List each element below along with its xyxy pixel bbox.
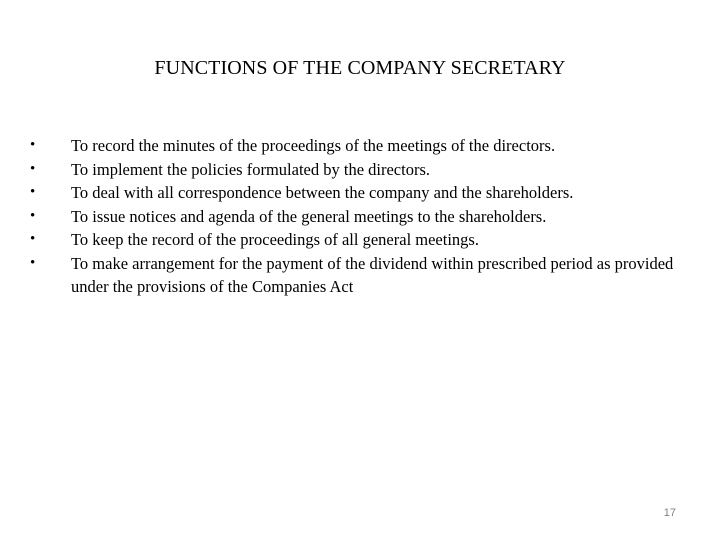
bullet-item (30, 158, 700, 182)
bullet-text: To make arrangement for the payment of the dividend within prescribed period as provided under the provisions of the Companies Act (71, 253, 674, 296)
bullet-text: To keep the record of the proceedings of all general meetings. (71, 230, 479, 249)
bullet-item (30, 134, 700, 158)
bullet-icon: • (30, 184, 36, 200)
bullet-icon: • (30, 137, 36, 153)
bullet-icon: • (30, 160, 36, 177)
bullet-item (30, 205, 700, 229)
bullet-text: To implement the policies formulated by the directors. (71, 159, 430, 179)
slide-title: FUNCTIONS OF THE COMPANY SECRETARY (154, 57, 566, 79)
bullet-text: To deal with all correspondence between the company and the shareholders. (71, 183, 574, 202)
bullet-item (30, 181, 700, 205)
bullet-text: To issue notices and agenda of the general meetings to the shareholders. (71, 206, 547, 226)
bullet-text: To record the minutes of the proceedings of the meetings of the directors. (71, 136, 556, 155)
page-number: 17 (663, 507, 676, 519)
bullet-list (30, 134, 700, 299)
bullet-item (30, 252, 700, 299)
bullet-icon: • (30, 207, 36, 224)
bullet-icon: • (30, 231, 36, 247)
bullet-item (30, 228, 700, 252)
bullet-icon: • (30, 254, 36, 271)
